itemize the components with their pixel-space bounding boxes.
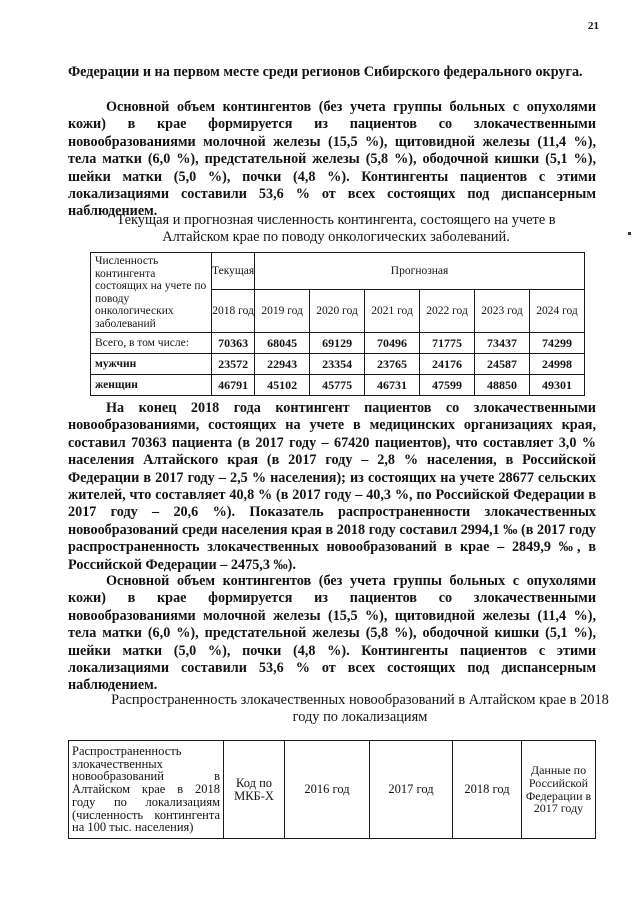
table2-header-cell: 2018 год xyxy=(453,741,522,839)
table1-year-cell: 2024 год xyxy=(529,290,584,333)
table-row xyxy=(91,375,585,396)
table2-header-cell: Код по МКБ-Х xyxy=(224,741,285,839)
paragraph-contingent-structure: Основной объем контингентов (без учета группы больных с опухолями кожи) в крае формируется из пациентов со злокачественными новообразованиями молочной железы (15,5 %), щитовидной железы (11,4 %), тела матки (6,0 %), предстательной железы (5,8 %), ободочной кишки (5,1 %), шейки матки (5,0 %), почки (4,8 %). Контингенты пациентов с этими локализациями составили 53,6 % от всех состоящих под диспансерным наблюдением. xyxy=(68,99,596,220)
paragraph-contingent-2018: На конец 2018 года контингент пациентов со злокачественными новообразованиями, состоящих на учете в медицинских организациях края, составил 70363 пациента (в 2017 году – 67420 пациентов), что составляет 3,0 % населения Алтайского края (в 2017 году – 2,8 % населения, в Российской Федерации в 2017 году – 2,5 % населения); из состоящих на учете 28677 сельских жителей, что составляет 40,8 % (в 2017 году – 40,3 %, по Российской Федерации в 2017 году – 20,6 %). Показатель распространенности злокачественных новообразований среди населения края в 2018 году составил 2994,1 ‰ (в 2017 году распространенность злокачественных новообразований в крае – 2849,9 ‰, в Российской Федерации – 2475,3 ‰). xyxy=(68,400,596,573)
table1-cell: 74299 xyxy=(529,333,584,354)
table1-cell: 46791 xyxy=(212,375,255,396)
table1-cell: 23765 xyxy=(365,354,420,375)
table1-cell: 23354 xyxy=(310,354,365,375)
table1-cell: 47599 xyxy=(420,375,475,396)
table1-cell: 45775 xyxy=(310,375,365,396)
table1-cell: 73437 xyxy=(475,333,530,354)
table1-cell: 68045 xyxy=(255,333,310,354)
table1-row-label: Всего, в том числе: xyxy=(91,333,212,354)
table2-caption: Распространенность злокачественных новообразований в Алтайском крае в 2018 году по локализациям xyxy=(111,692,609,726)
table1-cell: 22943 xyxy=(255,354,310,375)
table1-row-header: Численность контингента состоящих на учете по поводу онкологических заболеваний xyxy=(91,253,212,333)
table1-cell: 24587 xyxy=(475,354,530,375)
table1-cell: 69129 xyxy=(310,333,365,354)
contingent-forecast-table xyxy=(90,252,585,396)
table1-cell: 46731 xyxy=(365,375,420,396)
table1-cell: 70363 xyxy=(212,333,255,354)
prevalence-table xyxy=(68,740,596,839)
table1-cell: 49301 xyxy=(529,375,584,396)
table1-cell: 48850 xyxy=(475,375,530,396)
table1-current-header: Текущая xyxy=(212,253,255,290)
table-row xyxy=(91,333,585,354)
table1-year-cell: 2021 год xyxy=(365,290,420,333)
table1-year-cell: 2020 год xyxy=(310,290,365,333)
table1-cell: 70496 xyxy=(365,333,420,354)
table1-cell: 71775 xyxy=(420,333,475,354)
scan-mark xyxy=(628,232,631,235)
paragraph-intro: Федерации и на первом месте среди регионов Сибирского федерального округа. xyxy=(68,64,583,80)
table1-cell: 24176 xyxy=(420,354,475,375)
table1-year-cell: 2023 год xyxy=(475,290,530,333)
table-row xyxy=(91,354,585,375)
paragraph-contingent-structure-repeat: Основной объем контингентов (без учета группы больных с опухолями кожи) в крае формируется из пациентов со злокачественными новообразованиями молочной железы (15,5 %), щитовидной железы (11,4 %), тела матки (6,0 %), предстательной железы (5,8 %), ободочной кишки (5,1 %), шейки матки (5,0 %), почки (4,8 %). Контингенты пациентов с этими локализациями составили 53,6 % от всех состоящих под диспансерным наблюдением. xyxy=(68,573,596,694)
table1-year-cell: 2022 год xyxy=(420,290,475,333)
table2-header-cell: 2017 год xyxy=(370,741,453,839)
table1-row-label: мужчин xyxy=(91,354,212,375)
table1-year-cell: 2018 год xyxy=(212,290,255,333)
table1-cell: 45102 xyxy=(255,375,310,396)
table2-header-cell: Распространенность злокачественных новообразований в Алтайском крае в 2018 году по локализациям (численность контингента на 100 тыс. населения) xyxy=(69,741,224,839)
table1-row-label: женщин xyxy=(91,375,212,396)
table1-year-cell: 2019 год xyxy=(255,290,310,333)
table1-cell: 24998 xyxy=(529,354,584,375)
table2-header-cell: 2016 год xyxy=(285,741,370,839)
table2-header-cell: Данные по Российской Федерации в 2017 году xyxy=(522,741,596,839)
table1-caption: Текущая и прогнозная численность контингента, состоящего на учете в Алтайском крае по поводу онкологических заболеваний. xyxy=(116,212,556,246)
table1-cell: 23572 xyxy=(212,354,255,375)
table1-forecast-header: Прогнозная xyxy=(255,253,585,290)
page-number: 21 xyxy=(588,20,599,32)
